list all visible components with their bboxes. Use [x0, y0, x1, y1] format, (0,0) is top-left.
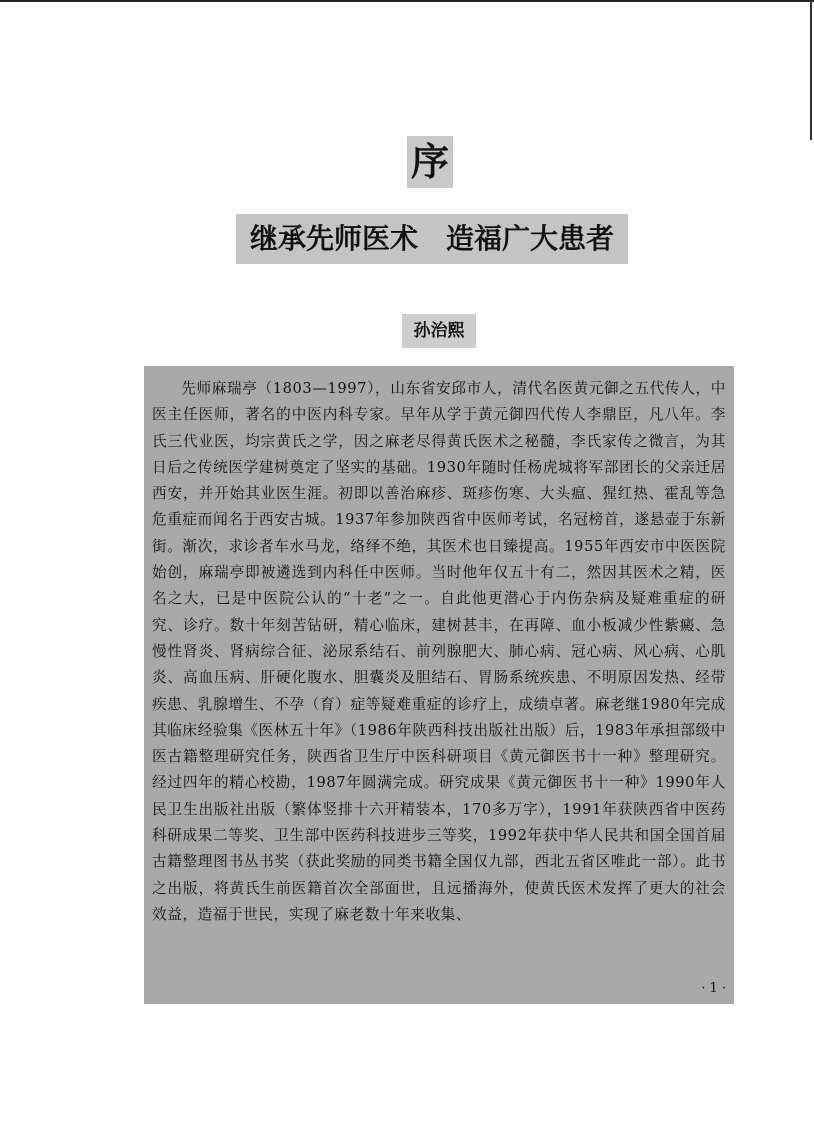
chapter-title: 继承先师医术 造福广大患者 — [236, 214, 628, 264]
page-number: · 1 · — [701, 981, 726, 996]
author-name: 孙治熙 — [402, 314, 476, 348]
top-border-line — [0, 0, 814, 2]
right-border-line — [810, 0, 812, 140]
body-text-block — [144, 366, 734, 1004]
preface-title: 序 — [407, 136, 453, 188]
body-paragraph: 先师麻瑞亭（1803—1997），山东省安邱市人，清代名医黄元御之五代传人，中医主任医师，著名的中医内科专家。早年从学于黄元御四代传人李鼎臣，凡八年。李氏三代业医，均宗黄氏之学，因之麻老尽得黄氏医术之秘髓，李氏家传之微言，为其日后之传统医学建树奠定了坚实的基础。1930年随时任杨虎城将军部团长的父亲迁居西安，并开始其业医生涯。初即以善治麻疹、斑疹伤寒、大头瘟、猩红热、霍乱等急危重症而闻名于西安古城。1937年参加陕西省中医师考试，名冠榜首，遂悬壶于东新街。渐次，求诊者车水马龙，络绎不绝，其医术也日臻提高。1955年西安市中医医院始创，麻瑞亭即被遴选到内科任中医师。当时他年仅五十有二，然因其医术之精，医名之大，已是中医院公认的“十老”之一。自此他更潜心于内伤杂病及疑难重症的研究、诊疗。数十年刻苦钻研，精心临床，建树甚丰，在再障、血小板减少性紫癜、急慢性肾炎、肾病综合征、泌尿系结石、前列腺肥大、肺心病、冠心病、风心病、心肌炎、高血压病、肝硬化腹水、胆囊炎及胆结石、胃肠系统疾患、不明原因发热、经带疾患、乳腺增生、不孕（育）症等疑难重症的诊疗上，成绩卓著。麻老继1980年完成其临床经验集《医林五十年》（1986年陕西科技出版社出版）后，1983年承担部级中医古籍整理研究任务，陕西省卫生厅中医科研项目《黄元御医书十一种》整理研究。经过四年的精心校勘，1987年圆满完成。研究成果《黄元御医书十一种》1990年人民卫生出版社出版（繁体竖排十六开精装本，170多万字），1991年获陕西省中医药科研成果二等奖、卫生部中医药科技进步三等奖，1992年获中华人民共和国全国首届古籍整理图书丛书奖（获此奖励的同类书籍全国仅九部，西北五省区唯此一部）。此书之出版，将黄氏生前医籍首次全部面世，且远播海外，使黄氏医术发挥了更大的社会效益，造福于世民，实现了麻老数十年来收集、 — [152, 380, 726, 923]
